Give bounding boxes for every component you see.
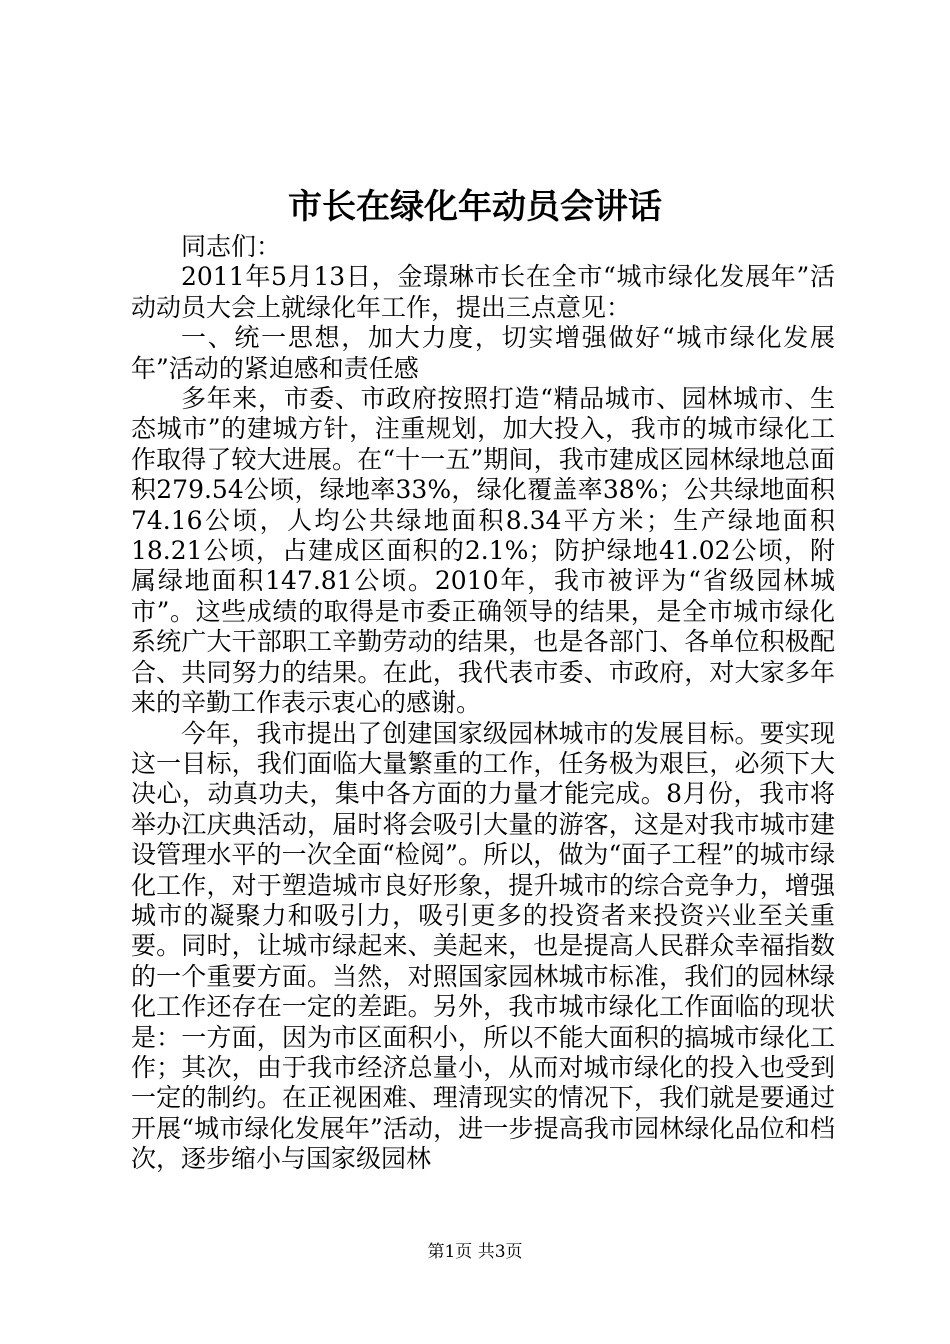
- document-body: [131, 232, 835, 1175]
- paragraph-salutation: 同志们：: [181, 232, 282, 261]
- paragraph-section-heading: 一、统一思想，加大力度，切实增强做好“城市绿化发展年”活动的紧迫感和责任感: [131, 323, 835, 383]
- document-title: 市长在绿化年动员会讲话: [288, 187, 662, 227]
- paragraph-intro: 2011年5月13日，金璟琳市长在全市“城市绿化发展年”活动动员大会上就绿化年工作，提出三点意见：: [131, 262, 835, 322]
- paragraph-goals: 今年，我市提出了创建国家级园林城市的发展目标。要实现这一目标，我们面临大量繁重的工作，任务极为艰巨，必须下大决心，动真功夫，集中各方面的力量才能完成。8月份，我市将举办江庆典活动，届时将会吸引大量的游客，这是对我市城市建设管理水平的一次全面“检阅”。所以，做为“面子工程”的城市绿化工作，对于塑造城市良好形象，提升城市的综合竞争力，增强城市的凝聚力和吸引力，吸引更多的投资者来投资兴业至关重要。同时，让城市绿起来、美起来，也是提高人民群众幸福指数的一个重要方面。当然，对照国家园林城市标准，我们的园林绿化工作还存在一定的差距。另外，我市城市绿化工作面临的现状是：一方面，因为市区面积小，所以不能大面积的搞城市绿化工作；其次，由于我市经济总量小，从而对城市绿化的投入也受到一定的制约。在正视困难、理清现实的情况下，我们就是要通过开展“城市绿化发展年”活动，进一步提高我市园林绿化品位和档次，逐步缩小与国家级园林: [131, 718, 835, 1174]
- paragraph-achievements: 多年来，市委、市政府按照打造“精品城市、园林城市、生态城市”的建城方针，注重规划，加大投入，我市的城市绿化工作取得了较大进展。在“十一五”期间，我市建成区园林绿地总面积279.54公顷，绿地率33%，绿化覆盖率38%；公共绿地面积74.16公顷，人均公共绿地面积8.34平方米；生产绿地面积18.21公顷，占建成区面积的2.1%；防护绿地41.02公顷，附属绿地面积147.81公顷。2010年，我市被评为“省级园林城市”。这些成绩的取得是市委正确领导的结果，是全市城市绿化系统广大干部职工辛勤劳动的结果，也是各部门、各单位积极配合、共同努力的结果。在此，我代表市委、市政府，对大家多年来的辛勤工作表示衷心的感谢。: [131, 384, 835, 718]
- page-number-footer: 第1页 共3页: [427, 1242, 523, 1262]
